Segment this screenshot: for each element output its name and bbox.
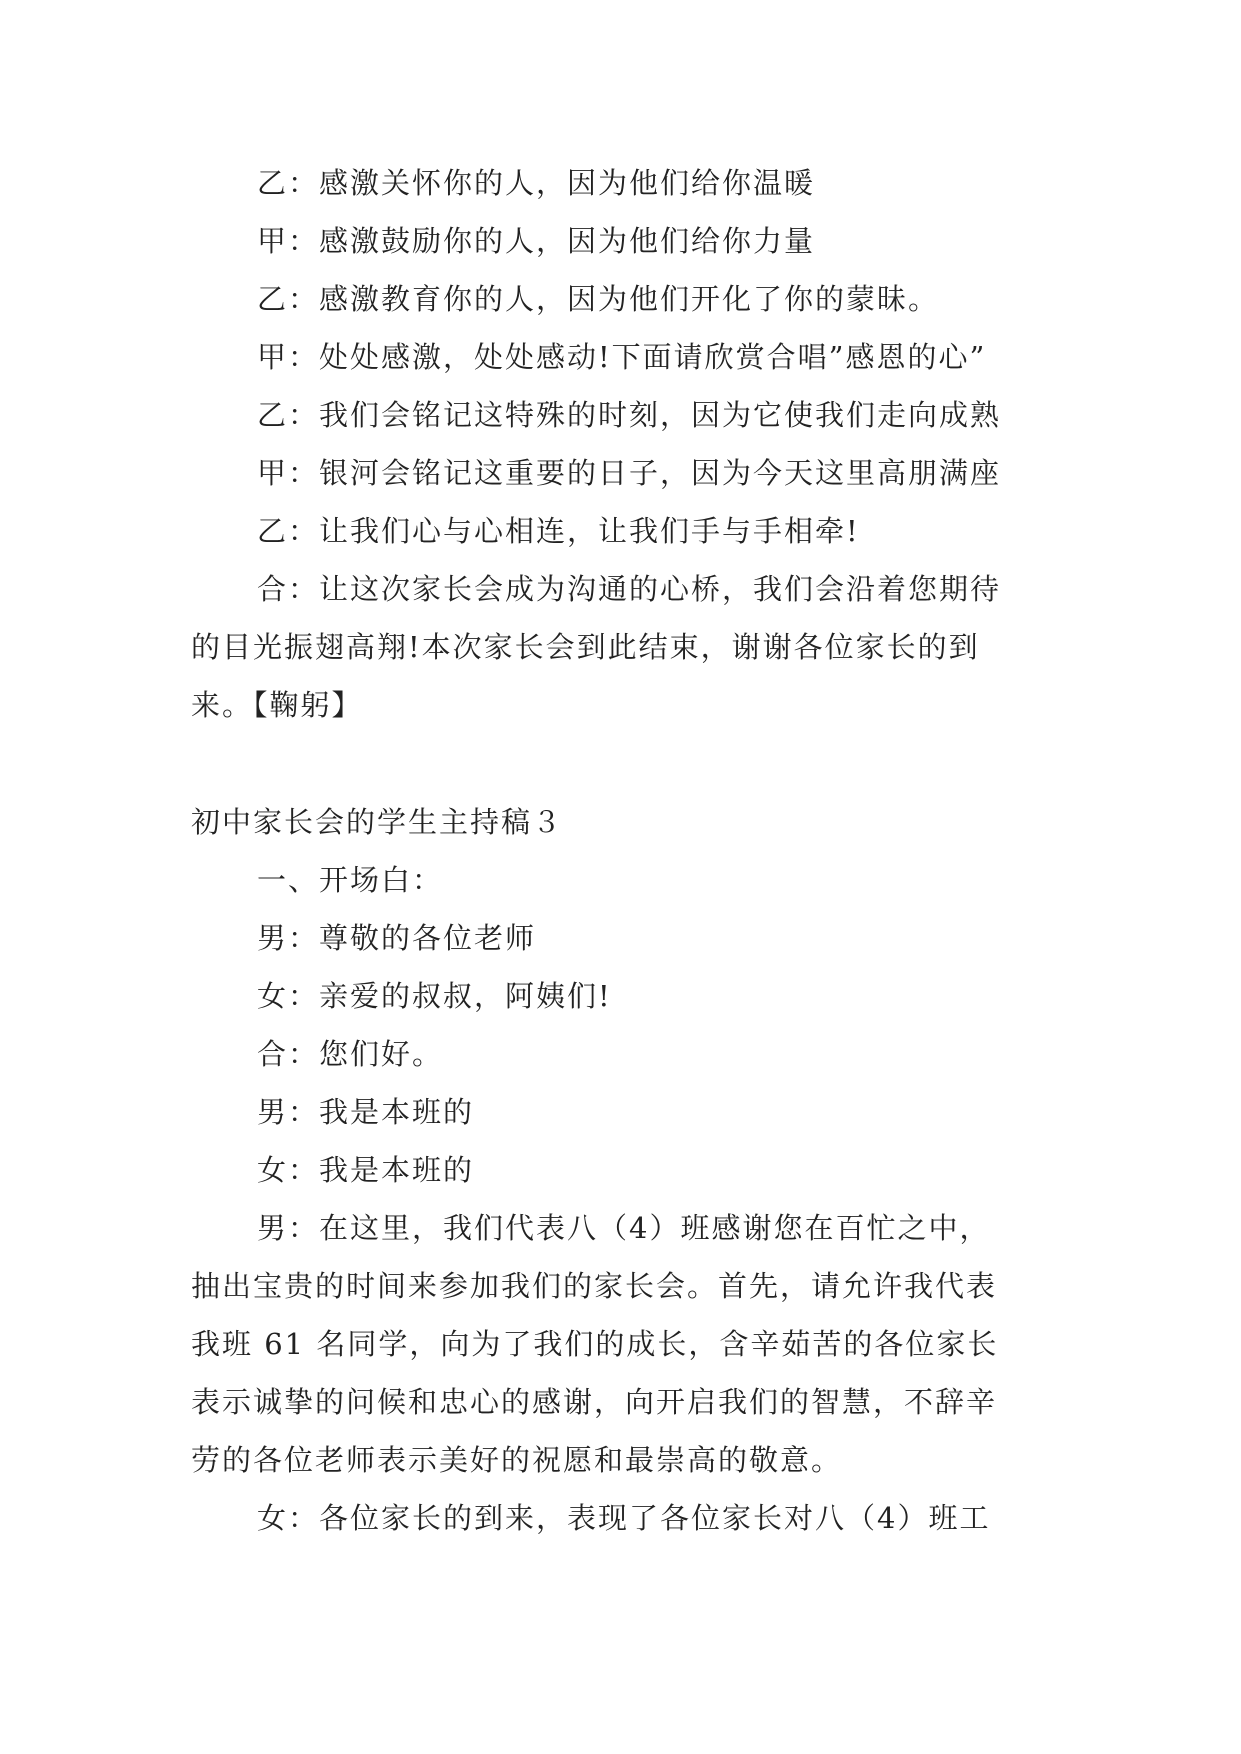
paragraph-continuation: 来。【鞠躬】	[191, 688, 363, 722]
dialogue-line: 女：亲爱的叔叔，阿姨们!	[257, 979, 612, 1013]
subheading: 一、开场白：	[257, 863, 444, 897]
dialogue-line: 女：各位家长的到来，表现了各位家长对八（4）班工	[257, 1501, 991, 1535]
dialogue-line: 合：让这次家长会成为沟通的心桥，我们会沿着您期待	[257, 572, 1002, 606]
dialogue-line: 乙：我们会铭记这特殊的时刻，因为它使我们走向成熟	[257, 398, 1002, 432]
dialogue-line: 甲：感激鼓励你的人，因为他们给你力量	[257, 224, 816, 258]
dialogue-line: 合：您们好。	[257, 1037, 444, 1071]
dialogue-line: 男：我是本班的	[257, 1095, 475, 1129]
paragraph-continuation: 抽出宝贵的时间来参加我们的家长会。首先，请允许我代表	[191, 1269, 998, 1303]
paragraph-continuation: 我班 61 名同学，向为了我们的成长，含辛茹苦的各位家长	[191, 1327, 999, 1361]
paragraph-continuation: 的目光振翅高翔!本次家长会到此结束，谢谢各位家长的到	[191, 630, 980, 664]
dialogue-line: 女：我是本班的	[257, 1153, 475, 1187]
dialogue-line: 乙：感激关怀你的人，因为他们给你温暖	[257, 166, 816, 200]
paragraph-continuation: 表示诚挚的问候和忠心的感谢，向开启我们的智慧，不辞辛	[191, 1385, 998, 1419]
section-title: 初中家长会的学生主持稿３	[191, 805, 564, 839]
dialogue-line: 乙：感激教育你的人，因为他们开化了你的蒙昧。	[257, 282, 940, 316]
dialogue-line: 甲：银河会铭记这重要的日子，因为今天这里高朋满座	[257, 456, 1002, 490]
dialogue-line: 男：尊敬的各位老师	[257, 921, 537, 955]
dialogue-line: 男：在这里，我们代表八（4）班感谢您在百忙之中，	[257, 1211, 991, 1245]
paragraph-continuation: 劳的各位老师表示美好的祝愿和最崇高的敬意。	[191, 1443, 843, 1477]
dialogue-line: 甲：处处感激，处处感动!下面请欣赏合唱”感恩的心”	[257, 340, 987, 374]
dialogue-line: 乙：让我们心与心相连，让我们手与手相牵!	[257, 514, 860, 548]
